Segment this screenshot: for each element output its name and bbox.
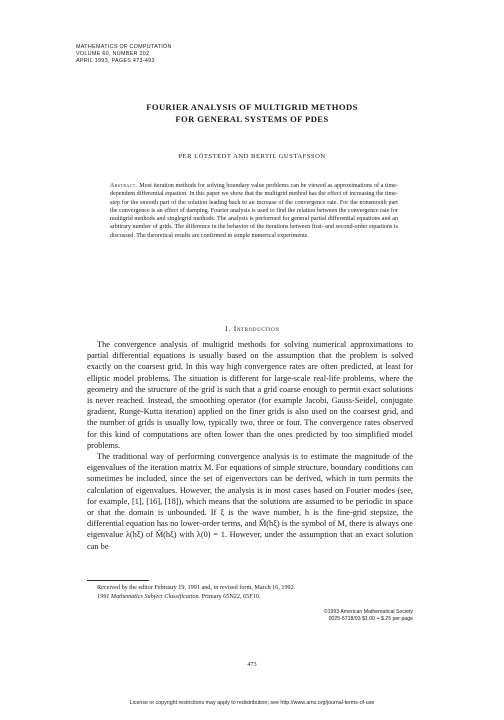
received-note: Received by the editor February 19, 1991 and, in revised form, March 16, 1992. xyxy=(97,584,296,591)
title-line-2: FOR GENERAL SYSTEMS OF PDES xyxy=(175,113,329,124)
paragraph: The convergence analysis of multigrid methods for solving numerical approximations to partial differential equations is usually based on the assumption that the problem is solved exactly on the coarsest grid. In this way high convergence rates are often predicted, at least for elliptic model problems. The situation is different for large-scale real-life problems, where the geometry and the structure of the grid is such that a grid coarse enough to permit exact solutions is never reached. Instead, the smoothing operator (for example Jacobi, Gauss-Seidel, conjugate gradient, Runge-Kutta iteration) applied on the finer grids is also used on the coarsest grid, and the number of grids is usually low, typically two, three or four. The convergence rates observed for this kind of computations are often lower than the ones predicted by too simplified model problems. xyxy=(87,340,413,450)
journal-name: MATHEMATICS OF COMPUTATION xyxy=(76,44,172,50)
copyright-line: ©1993 American Mathematical Society xyxy=(323,609,413,615)
abstract xyxy=(110,182,398,240)
page-number: 473 xyxy=(247,661,257,668)
abstract-label: Abstract. xyxy=(110,183,138,189)
footnote xyxy=(87,584,413,601)
copyright-block xyxy=(280,609,413,623)
journal-header xyxy=(76,44,172,65)
msc-label: 1991 Mathematics Subject Classification. xyxy=(97,592,201,600)
section-heading: 1. Introduction xyxy=(224,324,280,333)
paragraph: The traditional way of performing convergence analysis is to estimate the magnitude of the eigenvalues of the iteration matrix M. For equations of simple structure, boundary conditions can sometimes be included, since the set of eigenvectors can be derived, which in turn permits the calculation of eigenvalues. However, the analysis is in most cases based on Fourier modes (see, for example, [1], [16], [18]), which means that the solutions are assumed to be periodic in space or that the domain is unbounded. If ξ is the wave number, h is the fine-grid stepsize, the differential equation has no lower-order terms, and M̂(hξ) is the symbol of M, there is always one eigenvalue λ(hξ) of M̂(hξ) with λ(0) = 1. However, under the assumption that an exact solution can be xyxy=(87,452,413,551)
journal-volume: VOLUME 60, NUMBER 202 xyxy=(76,51,150,57)
footnote-rule xyxy=(87,580,149,581)
paper-title xyxy=(60,102,444,125)
title-line-1: FOURIER ANALYSIS OF MULTIGRID METHODS xyxy=(146,102,358,112)
authors: PER LÖTSTEDT AND BERTIL GUSTAFSSON xyxy=(178,153,326,160)
msc-note xyxy=(87,593,413,602)
price-line: 0025-5718/93 $1.00 + $.25 per page xyxy=(328,616,413,622)
abstract-text: Most iteration methods for solving boundary value problems can be viewed as approximations of a time-dependent differential equation. In this paper we show that the multigrid method has the effect of increasing the time-step for the smooth part of the solution leading back to an increase of the convergence rate. For the nonsmooth part the convergence is an effect of damping. Fourier analysis is used to find the relation between the convergence rate for multigrid methods and singlegrid methods. The analysis is performed for general partial differential equations and an arbitrary number of grids. The difference in the behavior of the iterations between first- and second-order equations is discussed. The theoretical results are confirmed in simple numerical experiments. xyxy=(110,183,398,239)
journal-date-pages: APRIL 1993, PAGES 473-493 xyxy=(76,58,155,64)
body-text xyxy=(87,339,413,552)
license-notice: License or copyright restrictions may apply to redistribution; see http://www.ams.org/journal-terms-of-use xyxy=(129,700,375,706)
msc-codes: Primary 65N22, 65F10. xyxy=(201,592,261,600)
